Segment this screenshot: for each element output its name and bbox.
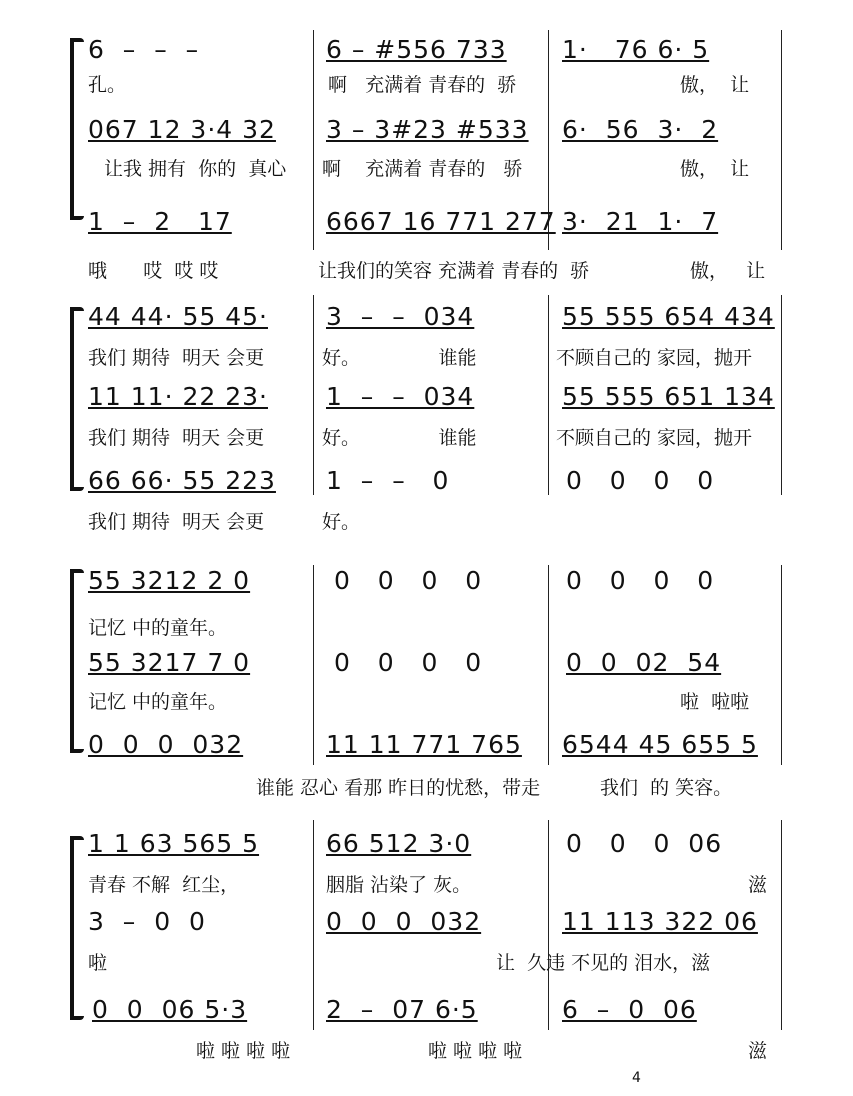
barline	[313, 820, 314, 1030]
lyric-2: 啊 充满着 青春的 骄	[328, 74, 517, 96]
measure-3: 55 555 651 134	[562, 382, 775, 411]
measure-3: 0 0 0 0	[566, 466, 715, 495]
barline	[781, 190, 782, 250]
measure-1: 1 – 2 17	[88, 207, 232, 236]
measure-3: 11 113 322 06	[562, 907, 758, 936]
measure-1: 6 – – –	[88, 35, 200, 64]
lyric-1: 啦	[88, 952, 108, 974]
system-bracket	[70, 838, 74, 1018]
lyric-2: 好。 谁能	[322, 347, 477, 369]
measure-3: 6· 56 3· 2	[562, 115, 719, 144]
measure-3: 6544 45 655 5	[562, 730, 758, 759]
system-bracket	[70, 309, 74, 489]
measure-1: 3 – 0 0	[88, 907, 206, 936]
barline	[781, 295, 782, 495]
lyric-2: 好。	[322, 511, 361, 533]
measure-1: 0 0 06 5·3	[92, 995, 248, 1024]
lyric-1: 我们 期待 明天 会更	[88, 427, 265, 449]
measure-2: 1 – – 0	[326, 466, 450, 495]
measure-2: 11 11 771 765	[326, 730, 522, 759]
lyric-2: 胭脂 沾染了 灰。	[326, 874, 472, 896]
measure-2: 3 – 3#23 #533	[326, 115, 529, 144]
lyric-3: 滋	[748, 874, 768, 896]
lyric-2: 啊 充满着 青春的 骄	[322, 158, 523, 180]
system-bracket	[70, 571, 74, 751]
measure-1: 55 3217 7 0	[88, 648, 251, 677]
barline	[548, 820, 549, 1030]
lyric-2: 好。 谁能	[322, 427, 477, 449]
measure-1: 067 12 3·4 32	[88, 115, 276, 144]
lyric-3: 让 久违 不见的 泪水，滋	[496, 952, 711, 974]
lyric-2: 让我们的笑容 充满着 青春的 骄	[318, 260, 590, 282]
lyric-1: 青春 不解 红尘，	[88, 874, 240, 896]
score-system-1b	[0, 190, 853, 280]
lyric-1: 孔。	[88, 74, 127, 96]
lyric-1: 哦 哎 哎 哎	[88, 260, 219, 282]
barline	[781, 565, 782, 765]
measure-2: 6667 16 771 277	[326, 207, 556, 236]
page-number: 4	[632, 1070, 641, 1086]
measure-2: 6 – #556 733	[326, 35, 507, 64]
measure-2: 0 0 0 0	[334, 648, 483, 677]
lyric-1: 让我 拥有 你的 真心	[104, 158, 287, 180]
lyric-3: 傲， 让	[690, 260, 766, 282]
barline	[313, 190, 314, 250]
measure-3: 0 0 0 0	[566, 566, 715, 595]
measure-2: 0 0 0 032	[326, 907, 482, 936]
measure-1: 66 66· 55 223	[88, 466, 276, 495]
barline	[313, 565, 314, 765]
measure-2: 2 – 07 6·5	[326, 995, 478, 1024]
lyric-1: 我们 期待 明天 会更	[88, 347, 265, 369]
lyric-1: 记忆 中的童年。	[88, 617, 228, 639]
lyric-2: 谁能 忍心 看那 昨日的忧愁，带走	[256, 777, 541, 799]
barline	[548, 565, 549, 765]
lyric-1: 记忆 中的童年。	[88, 691, 228, 713]
score-system-3	[0, 565, 853, 810]
lyric-1: 啦 啦 啦 啦	[196, 1040, 291, 1062]
measure-1: 55 3212 2 0	[88, 566, 251, 595]
barline	[781, 820, 782, 1030]
measure-2: 0 0 0 0	[334, 566, 483, 595]
lyric-3: 傲， 让	[680, 158, 750, 180]
lyric-3: 我们 的 笑容。	[600, 777, 733, 799]
barline	[313, 295, 314, 495]
lyric-3: 傲， 让	[680, 74, 750, 96]
measure-2: 66 512 3·0	[326, 829, 472, 858]
measure-1: 0 0 0 032	[88, 730, 244, 759]
lyric-3: 啦 啦啦	[680, 691, 750, 713]
measure-3: 1· 76 6· 5	[562, 35, 710, 64]
measure-3: 3· 21 1· 7	[562, 207, 719, 236]
measure-3: 0 0 02 54	[566, 648, 722, 677]
measure-2: 3 – – 034	[326, 302, 475, 331]
measure-3: 6 – 0 06	[562, 995, 697, 1024]
lyric-1: 我们 期待 明天 会更	[88, 511, 265, 533]
measure-1: 44 44· 55 45·	[88, 302, 268, 331]
measure-3: 55 555 654 434	[562, 302, 775, 331]
score-system-2	[0, 295, 853, 540]
measure-1: 1 1 63 565 5	[88, 829, 260, 858]
lyric-3: 不顾自己的 家园，抛开	[556, 347, 753, 369]
measure-2: 1 – – 034	[326, 382, 475, 411]
lyric-3: 不顾自己的 家园，抛开	[556, 427, 753, 449]
lyric-2: 啦 啦 啦 啦	[428, 1040, 523, 1062]
score-system-4	[0, 820, 853, 1070]
measure-1: 11 11· 22 23·	[88, 382, 268, 411]
measure-3: 0 0 0 06	[566, 829, 723, 858]
lyric-3: 滋	[748, 1040, 768, 1062]
barline	[548, 295, 549, 495]
